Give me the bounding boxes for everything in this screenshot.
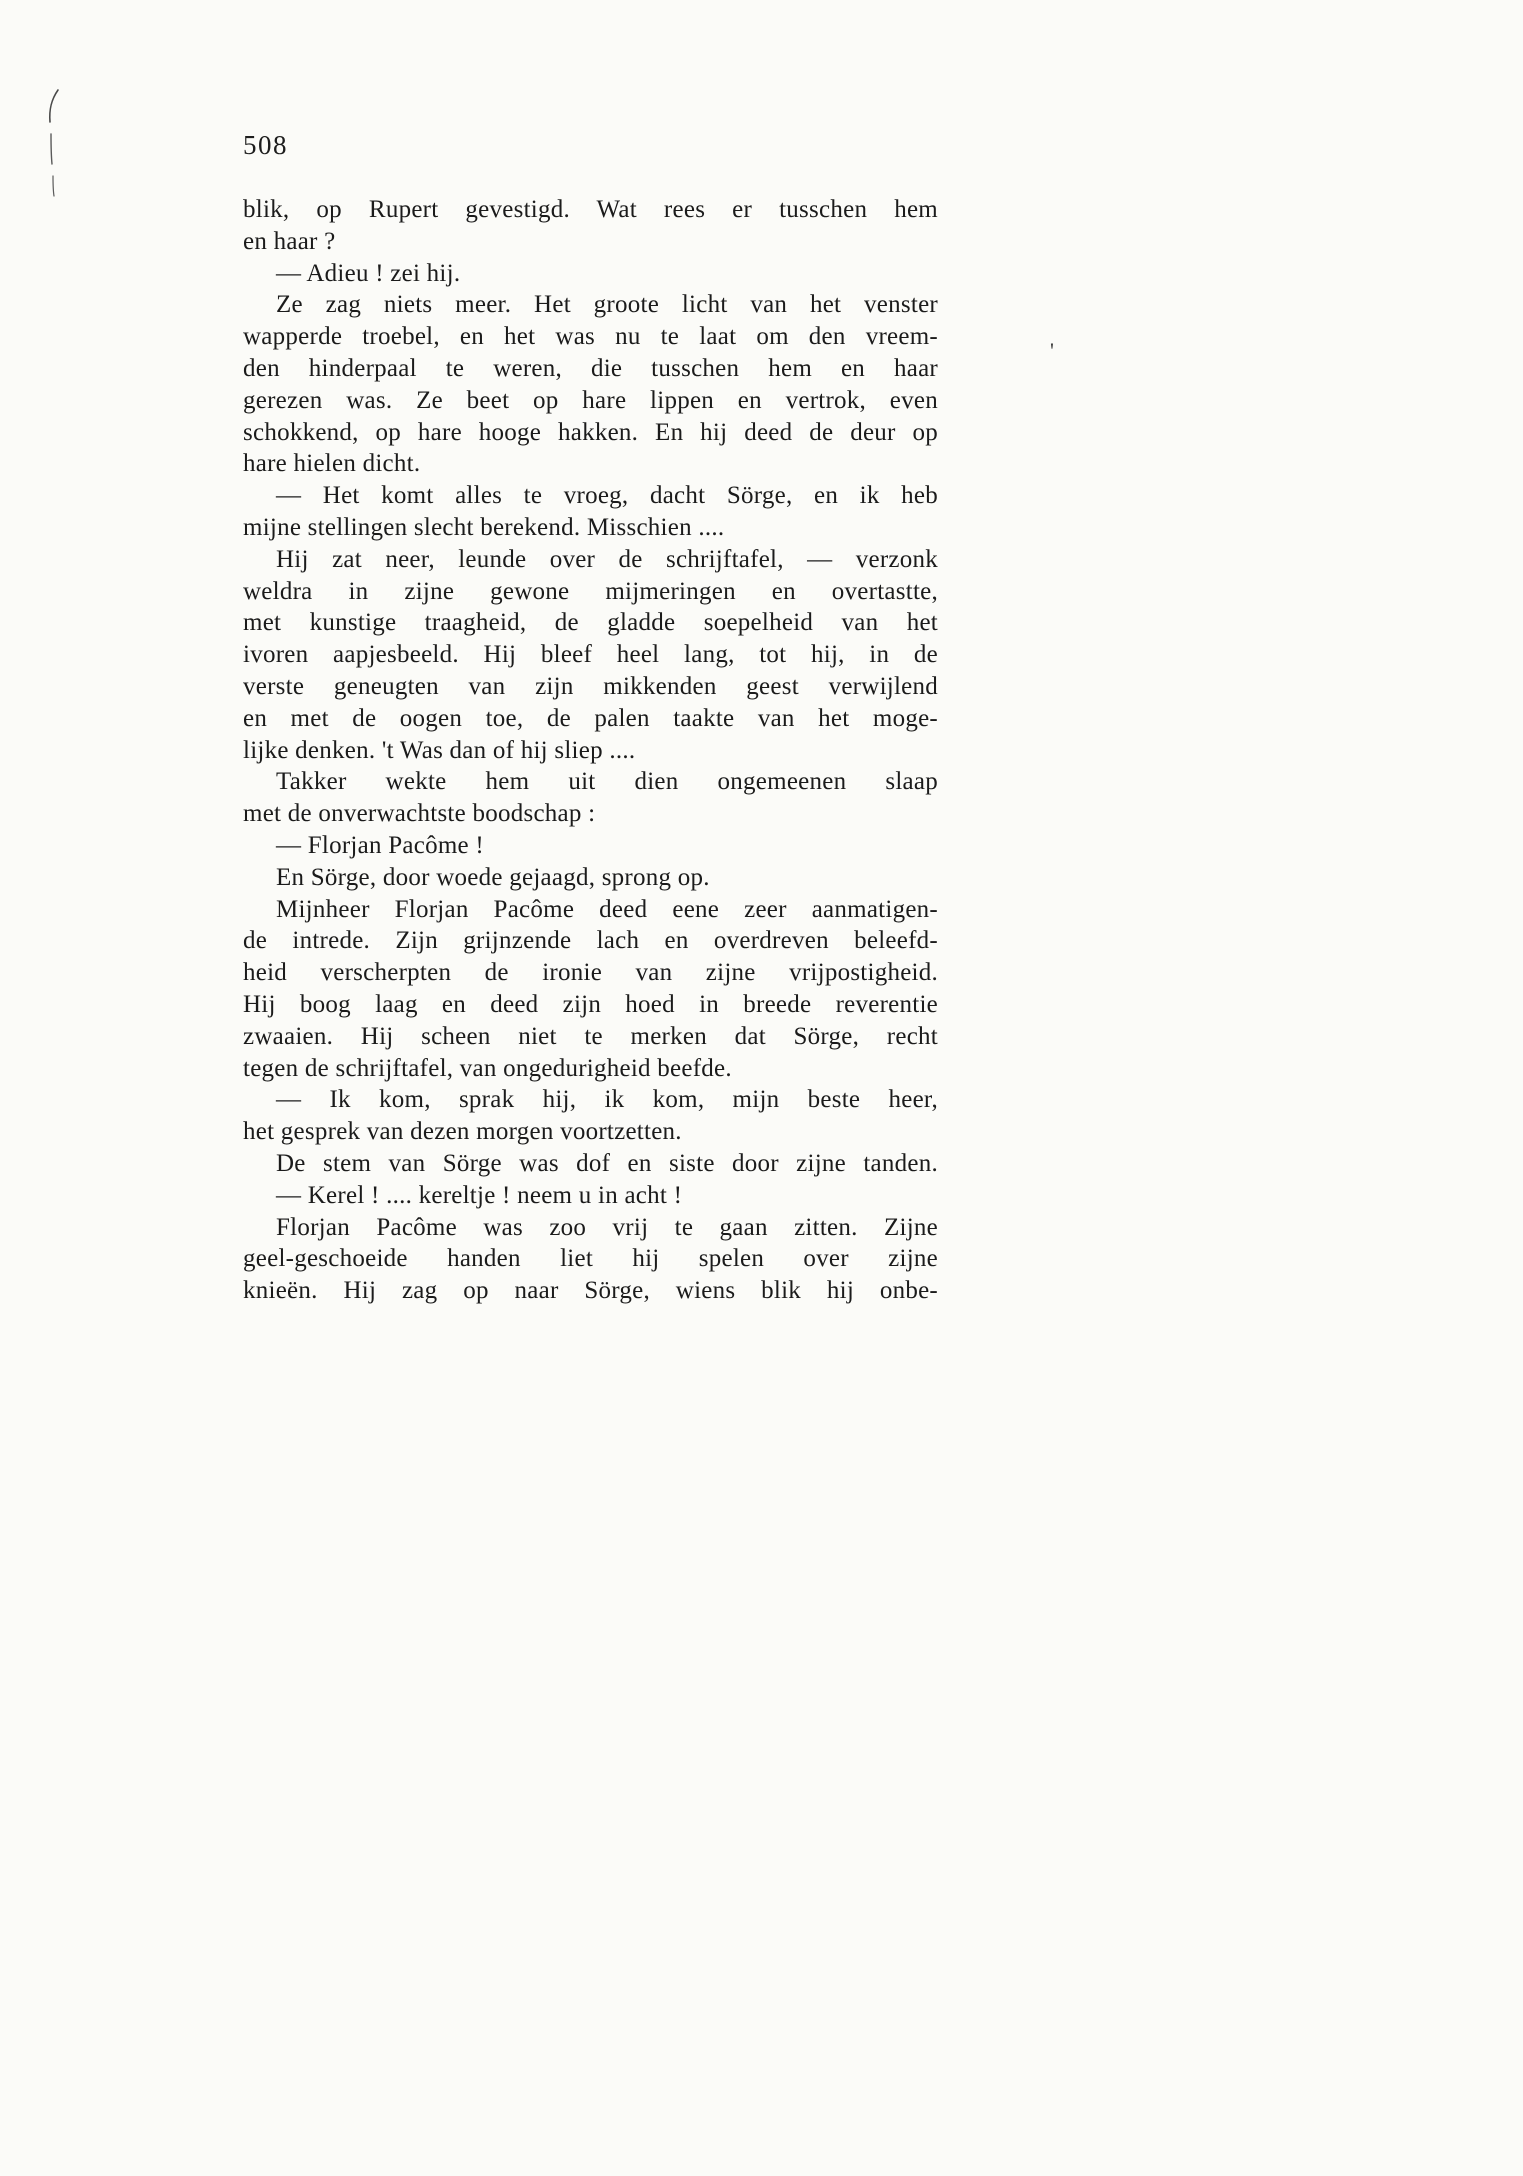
text-line: weldra in zijne gewone mijmeringen en overtastte, [243, 577, 938, 605]
scan-artifact-icon [42, 88, 72, 198]
paragraph [243, 194, 938, 258]
text-line: De stem van Sörge was dof en siste door zijne tanden. [276, 1149, 938, 1177]
text-block [243, 194, 938, 1307]
text-line: — Het komt alles te vroeg, dacht Sörge, en ik heb [276, 482, 938, 510]
text-line: met de onverwachtste boodschap : [243, 800, 596, 828]
text-line: — Kerel ! .... kereltje ! neem u in acht ! [276, 1181, 683, 1209]
paragraph [243, 544, 938, 767]
text-line: geel-geschoeide handen liet hij spelen over zijne [243, 1245, 938, 1273]
text-line: Hij boog laag en deed zijn hoed in breede reverentie [243, 990, 938, 1018]
text-line: en met de oogen toe, de palen taakte van het moge- [243, 704, 938, 732]
text-line: — Ik kom, sprak hij, ik kom, mijn beste heer, [276, 1086, 938, 1114]
paragraph [243, 289, 938, 480]
text-line: tegen de schrijftafel, van ongedurigheid beefde. [243, 1054, 732, 1082]
text-line: verste geneugten van zijn mikkenden geest verwijlend [243, 672, 938, 700]
paragraph [243, 1180, 938, 1212]
text-line: zwaaien. Hij scheen niet te merken dat Sörge, recht [243, 1022, 938, 1050]
text-line: en haar ? [243, 227, 336, 255]
text-line: den hinderpaal te weren, die tusschen hem en haar [243, 354, 938, 382]
text-line: Takker wekte hem uit dien ongemeenen slaap [276, 768, 938, 796]
text-line: mijne stellingen slecht berekend. Misschien .... [243, 513, 725, 541]
paragraph [243, 894, 938, 1085]
text-line: gerezen was. Ze beet op hare lippen en vertrok, even [243, 386, 938, 414]
text-line: — Florjan Pacôme ! [276, 831, 484, 859]
text-line: blik, op Rupert gevestigd. Wat rees er tusschen hem [243, 196, 938, 223]
paragraph [243, 830, 938, 862]
text-line: Mijnheer Florjan Pacôme deed eene zeer aanmatigen- [276, 895, 938, 923]
scan-speck-icon: ' [1050, 338, 1054, 363]
text-line: Florjan Pacôme was zoo vrij te gaan zitten. Zijne [276, 1213, 938, 1241]
text-line: schokkend, op hare hooge hakken. En hij deed de deur op [243, 418, 938, 446]
text-line: Hij zat neer, leunde over de schrijftafel, — verzonk [276, 545, 938, 573]
text-line: lijke denken. 't Was dan of hij sliep .... [243, 736, 636, 764]
paragraph [243, 862, 938, 894]
paragraph [243, 1148, 938, 1180]
text-line: hare hielen dicht. [243, 450, 421, 478]
text-line: Ze zag niets meer. Het groote licht van het venster [276, 291, 938, 319]
text-line: het gesprek van dezen morgen voortzetten. [243, 1118, 682, 1146]
paragraph [243, 480, 938, 544]
text-line: knieën. Hij zag op naar Sörge, wiens blik hij onbe- [243, 1277, 938, 1305]
paragraph [243, 1084, 938, 1148]
page-number: 508 [243, 130, 288, 160]
text-line: heid verscherpten de ironie van zijne vrijpostigheid. [243, 959, 938, 987]
paragraph [243, 766, 938, 830]
paragraph [243, 1212, 938, 1307]
text-line: de intrede. Zijn grijnzende lach en overdreven beleefd- [243, 927, 938, 955]
text-line: En Sörge, door woede gejaagd, sprong op. [276, 863, 710, 891]
text-line: met kunstige traagheid, de gladde soepelheid van het [243, 609, 938, 637]
paragraph [243, 258, 938, 290]
text-line: — Adieu ! zei hij. [276, 259, 461, 287]
text-line: wapperde troebel, en het was nu te laat om den vreem- [243, 323, 938, 351]
text-line: ivoren aapjesbeeld. Hij bleef heel lang, tot hij, in de [243, 641, 938, 669]
